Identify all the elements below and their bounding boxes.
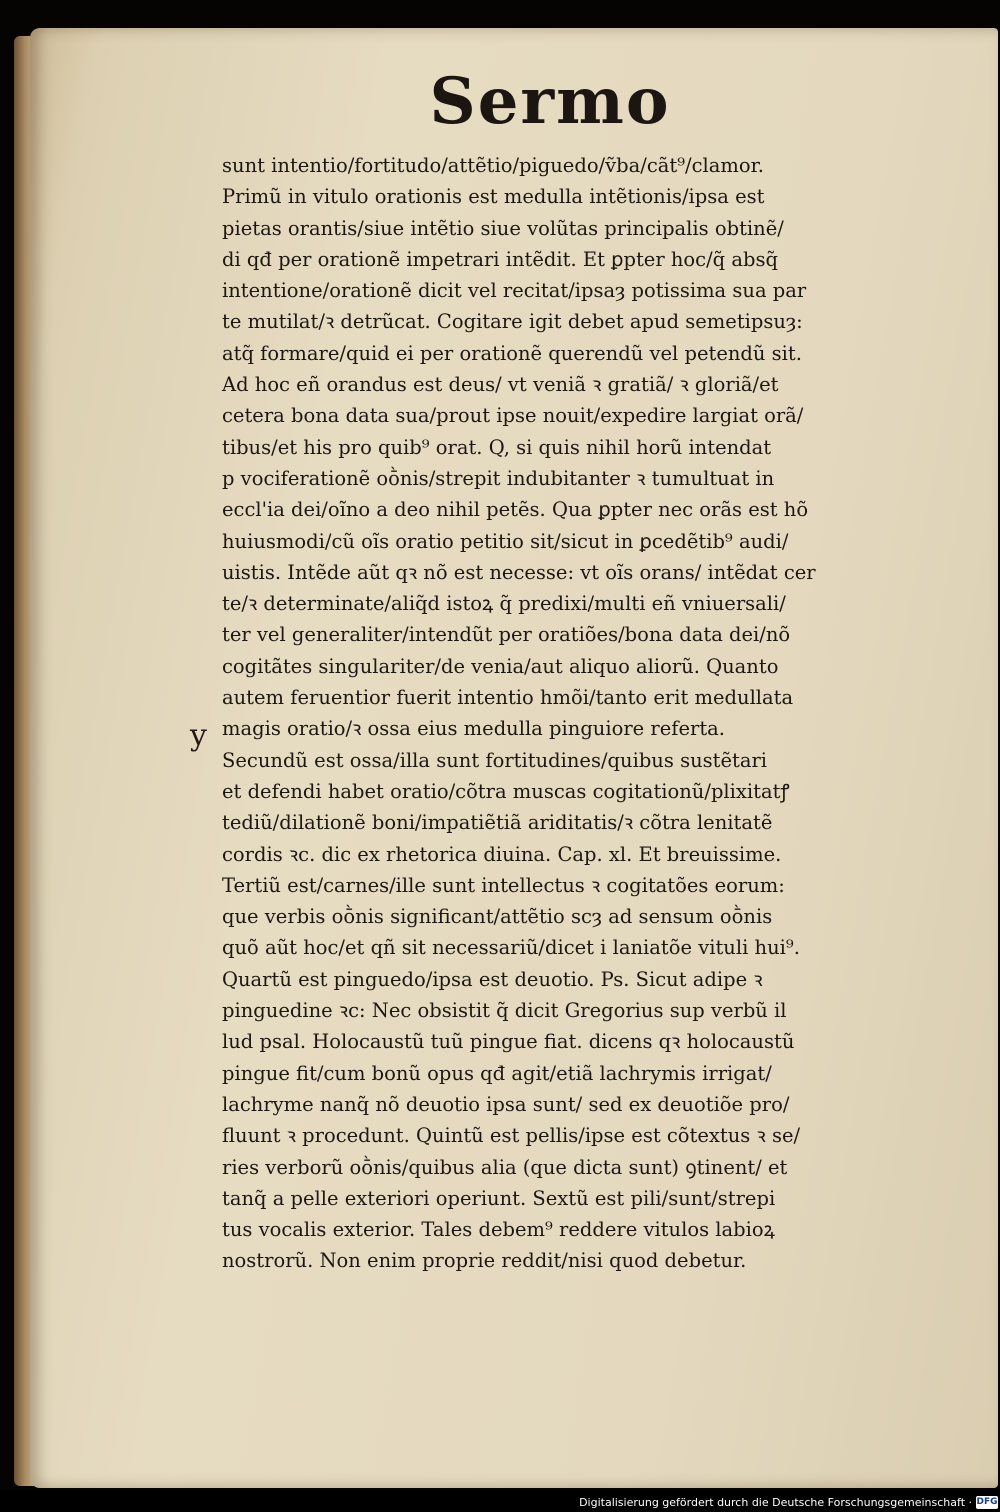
text-line: cogitãtes singulariter/de venia/aut aliquo aliorũ. Quanto	[222, 654, 779, 678]
text-line: di qđ per orationẽ impetrari intẽdit. Et ꝑpter hoc/q̃ absq̃	[222, 247, 778, 271]
text-line: cordis ꝛc. dic ex rhetorica diuina. Cap. xl. Et breuissime.	[222, 842, 782, 866]
text-line: atq̃ formare/quid ei per orationẽ querendũ vel petendũ sit.	[222, 341, 802, 365]
text-line: lachryme nanq̃ nõ deuotio ipsa sunt/ sed ex deuotiõe pro/	[222, 1092, 790, 1116]
text-line: pietas orantis/siue intẽtio siue volũtas principalis obtinẽ/	[222, 216, 784, 240]
text-line: Ad hoc eñ orandus est deus/ vt veniã ꝛ gratiã/ ꝛ gloriã/et	[222, 373, 779, 397]
text-line: tediũ/dilationẽ boni/impatiẽtiã ariditatis/ꝛ cõtra lenitatẽ	[222, 811, 773, 835]
footer-bar	[0, 1490, 1000, 1512]
text-line: et defendi habet oratio/cõtra muscas cogitationũ/plixitatꝭ	[222, 779, 790, 803]
text-line: pinguedine ꝛc: Nec obsistit q̃ dicit Gregorius sup verbũ il	[222, 999, 787, 1023]
text-line: Primũ in vitulo orationis est medulla intẽtionis/ipsa est	[222, 185, 765, 209]
text-line: tus vocalis exterior. Tales debem⁹ reddere vitulos labioꝝ	[222, 1218, 775, 1242]
text-line: huiusmodi/cũ oĩs oratio petitio sit/sicut in ꝑcedẽtib⁹ audi/	[222, 529, 789, 553]
text-line: te mutilat/ꝛ detrũcat. Cogitare igit debet apud semetipsuȝ:	[222, 310, 803, 334]
text-line: uistis. Intẽde aũt qꝛ nõ est necesse: vt oĩs orans/ intẽdat cer	[222, 560, 816, 584]
body-text	[222, 150, 922, 1277]
funding-credit: Digitalisierung gefördert durch die Deutsche Forschungsgemeinschaft ·	[579, 1496, 972, 1509]
text-line: tanq̃ a pelle exteriori operiunt. Sextũ est pili/sunt/strepi	[222, 1186, 776, 1210]
text-line: ries verborũ oṑnis/quibus alia (que dicta sunt) ꝯtinent/ et	[222, 1155, 788, 1179]
text-line: lud psal. Holocaustũ tuũ pingue fiat. dicens qꝛ holocaustũ	[222, 1030, 795, 1054]
text-line: quõ aũt hoc/et qñ sit necessariũ/dicet i laniatõe vituli hui⁹.	[222, 936, 800, 960]
text-line: cetera bona data sua/prout ipse nouit/expedire largiat orã/	[222, 404, 804, 428]
text-line: Quartũ est pinguedo/ipsa est deuotio. Ps. Sicut adipe ꝛ	[222, 967, 763, 991]
dfg-logo-icon: DFG	[976, 1497, 998, 1507]
text-line: pingue fit/cum bonũ opus qđ agit/etiã lachrymis irrigat/	[222, 1061, 772, 1085]
text-line: tibus/et his pro quib⁹ orat. Q, si quis nihil horũ intendat	[222, 435, 772, 459]
running-heading: Sermo	[429, 64, 671, 139]
text-line: intentione/orationẽ dicit vel recitat/ipsaȝ potissima sua par	[222, 279, 807, 303]
text-line: nostrorũ. Non enim proprie reddit/nisi quod debetur.	[222, 1249, 747, 1273]
text-line: Secundũ est ossa/illa sunt fortitudines/quibus sustẽtari	[222, 748, 768, 772]
text-line: eccl'ia dei/oĩno a deo nihil petẽs. Qua ꝑpter nec orãs est hõ	[222, 498, 809, 522]
text-line: fluunt ꝛ procedunt. Quintũ est pellis/ipse est cõtextus ꝛ se/	[222, 1124, 801, 1148]
text-line: que verbis oṑnis significant/attẽtio scȝ ad sensum oṑnis	[222, 905, 773, 929]
text-line: ter vel generaliter/intendũt per oratiões/bona data dei/nõ	[222, 623, 791, 647]
text-line: sunt intentio/fortitudo/attẽtio/piguedo/ṽba/cãt⁹/clamor.	[222, 154, 764, 177]
margin-signature-mark: y	[190, 718, 207, 753]
text-line: p vociferationẽ oṑnis/strepit indubitanter ꝛ tumultuat in	[222, 466, 775, 490]
text-line: Tertiũ est/carnes/ille sunt intellectus ꝛ cogitatões eorum:	[222, 873, 785, 897]
text-line: magis oratio/ꝛ ossa eius medulla pinguiore referta.	[222, 717, 725, 741]
text-line: autem feruentior fuerit intentio hmõi/tanto erit medullata	[222, 686, 794, 710]
text-line: te/ꝛ determinate/aliq̃d istoꝝ q̃ predixi/multi eñ vniuersali/	[222, 592, 786, 616]
